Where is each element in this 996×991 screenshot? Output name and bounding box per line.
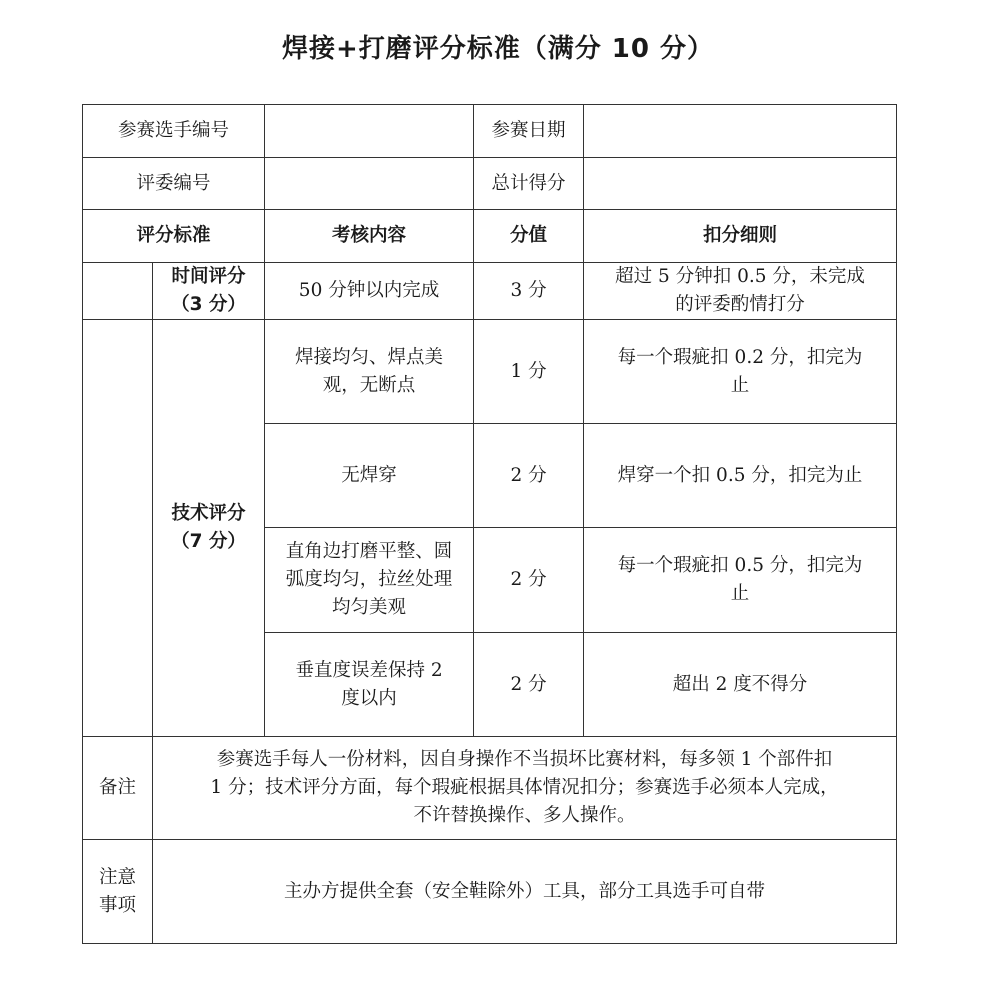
tech-deduction xyxy=(584,320,897,424)
remarks-line: 参赛选手每人一份材料，因自身操作不当损坏比赛材料，每多领 1 个部件扣 xyxy=(216,749,833,771)
notes-row xyxy=(83,840,897,944)
remarks-label: 备注 xyxy=(83,737,153,840)
tech-score: 2 分 xyxy=(474,528,584,633)
info-row-contestant xyxy=(83,105,897,158)
tech-content xyxy=(265,320,474,424)
total-score-field[interactable] xyxy=(584,158,897,210)
tech-content-line: 焊接均匀、焊点美 xyxy=(295,346,444,368)
time-deduction-line: 的评委酌情打分 xyxy=(675,294,805,315)
time-content: 50 分钟以内完成 xyxy=(265,263,474,320)
tech-content xyxy=(265,528,474,633)
header-content: 考核内容 xyxy=(265,210,474,263)
tech-category-points: （7 分） xyxy=(171,531,246,552)
contestant-id-field[interactable] xyxy=(265,105,474,158)
tech-score: 1 分 xyxy=(474,320,584,424)
tech-deduction-line: 止 xyxy=(730,374,750,396)
tech-content-line: 无焊穿 xyxy=(341,464,397,486)
header-row xyxy=(83,210,897,263)
tech-content-line: 度以内 xyxy=(341,687,397,709)
tech-deduction-line: 每一个瑕疵扣 0.5 分，扣完为 xyxy=(617,555,863,577)
remarks-line: 1 分；技术评分方面，每个瑕疵根据具体情况扣分；参赛选手必须本人完成， xyxy=(210,777,839,799)
contestant-id-label: 参赛选手编号 xyxy=(83,105,265,158)
tech-content-line: 直角边打磨平整、圆 xyxy=(285,541,453,563)
tech-deduction-line: 每一个瑕疵扣 0.2 分，扣完为 xyxy=(617,346,863,368)
judge-id-label: 评委编号 xyxy=(83,158,265,210)
tech-deduction-line: 止 xyxy=(730,583,750,604)
info-row-judge xyxy=(83,158,897,210)
time-category-title: 时间评分 xyxy=(171,266,246,288)
tech-score: 2 分 xyxy=(474,633,584,737)
scoring-table xyxy=(82,104,897,944)
tech-content-line: 观，无断点 xyxy=(322,374,416,396)
tech-deduction-line: 焊穿一个扣 0.5 分，扣完为止 xyxy=(617,464,863,486)
header-score: 分值 xyxy=(474,210,584,263)
time-blank-cell xyxy=(83,263,153,320)
time-score: 3 分 xyxy=(474,263,584,320)
notes-label xyxy=(83,840,153,944)
tech-category xyxy=(153,320,265,737)
tech-content-line: 均匀美观 xyxy=(332,596,407,618)
tech-category-title: 技术评分 xyxy=(171,503,246,525)
total-score-label: 总计得分 xyxy=(474,158,584,210)
time-score-row xyxy=(83,263,897,320)
tech-blank-cell xyxy=(83,320,153,737)
time-category xyxy=(153,263,265,320)
remarks-text xyxy=(153,737,897,840)
header-deduction: 扣分细则 xyxy=(584,210,897,263)
tech-content xyxy=(265,633,474,737)
tech-deduction xyxy=(584,528,897,633)
tech-content-line: 弧度均匀，拉丝处理 xyxy=(285,569,453,591)
tech-deduction xyxy=(584,424,897,528)
time-category-points: （3 分） xyxy=(171,294,246,315)
tech-deduction-line: 超出 2 度不得分 xyxy=(672,673,808,695)
time-deduction-line: 超过 5 分钟扣 0.5 分，未完成 xyxy=(615,266,865,288)
time-deduction xyxy=(584,263,897,320)
tech-row xyxy=(83,320,897,424)
tech-deduction xyxy=(584,633,897,737)
judge-id-field[interactable] xyxy=(265,158,474,210)
tech-content-line: 垂直度误差保持 2 xyxy=(295,659,443,681)
tech-score: 2 分 xyxy=(474,424,584,528)
remarks-line: 不许替换操作、多人操作。 xyxy=(413,804,636,826)
tech-content xyxy=(265,424,474,528)
header-criteria: 评分标准 xyxy=(83,210,265,263)
remarks-row xyxy=(83,737,897,840)
notes-label-line: 注意 xyxy=(98,866,136,888)
date-label: 参赛日期 xyxy=(474,105,584,158)
notes-label-line: 事项 xyxy=(98,894,136,916)
page-title: 焊接+打磨评分标准（满分 10 分） xyxy=(281,34,715,64)
notes-text: 主办方提供全套（安全鞋除外）工具，部分工具选手可自带 xyxy=(153,840,897,944)
date-field[interactable] xyxy=(584,105,897,158)
